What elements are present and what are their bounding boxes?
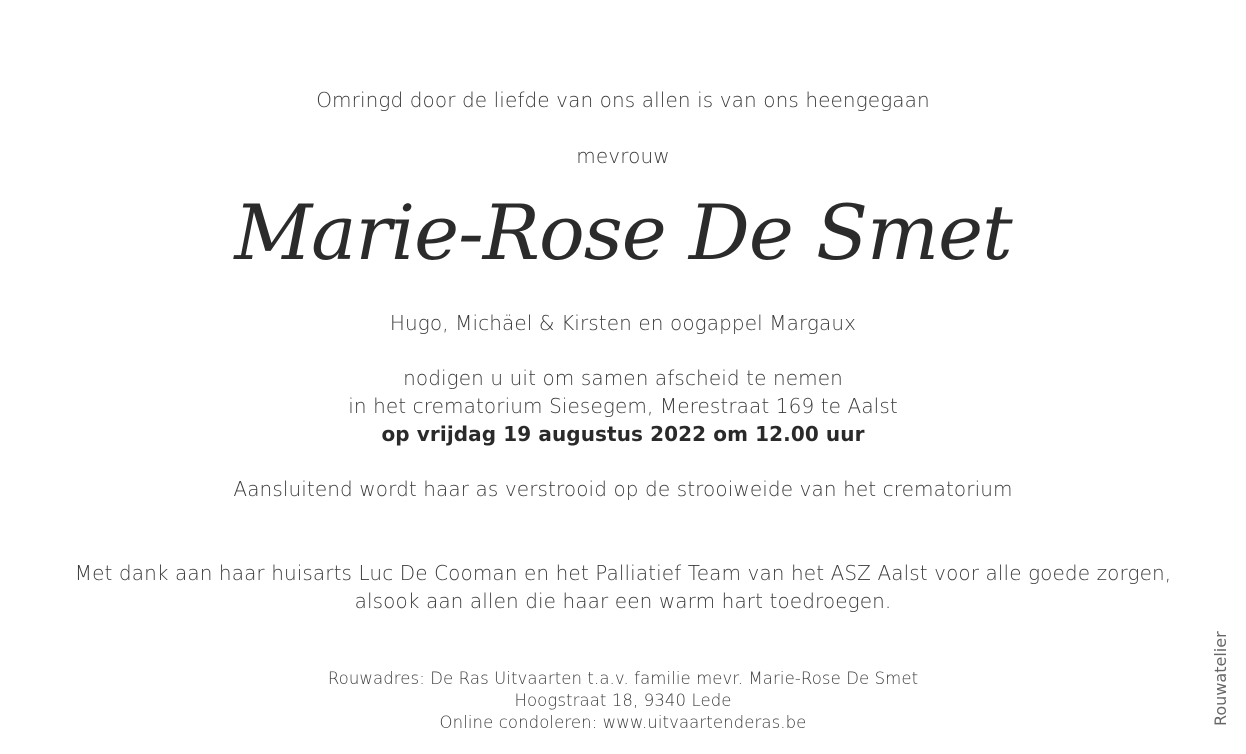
deceased-name: Marie-Rose De Smet [234,188,1012,277]
designer-credit: Rouwatelier [1211,631,1230,726]
family-names: Hugo, Michäel & Kirsten en oogappel Margaux [389,311,857,335]
address-line-2: Hoogstraat 18, 9340 Lede [514,691,732,710]
address-line-1: Rouwadres: De Ras Uitvaarten t.a.v. familie mevr. Marie-Rose De Smet [327,669,919,688]
honorific: mevrouw [576,144,670,168]
intro-text: Omringd door de liefde van ons allen is van ons heengegaan [316,88,930,112]
thanks-line-1: Met dank aan haar huisarts Luc De Cooman en het Palliatief Team van het ASZ Aalst voor alle goede zorgen, [74,561,1172,585]
ashes-notice: Aansluitend wordt haar as verstrooid op de strooiweide van het crematorium [233,477,1013,501]
ceremony-date-time: op vrijdag 19 augustus 2022 om 12.00 uur [381,422,865,446]
invitation-line-2: in het crematorium Siesegem, Merestraat 169 te Aalst [348,394,898,418]
thanks-line-2: alsook aan allen die haar een warm hart toedroegen. [354,589,892,613]
condolences-link[interactable]: Online condoleren: www.uitvaartenderas.be [439,713,807,732]
invitation-line-1: nodigen u uit om samen afscheid te nemen [403,366,843,390]
